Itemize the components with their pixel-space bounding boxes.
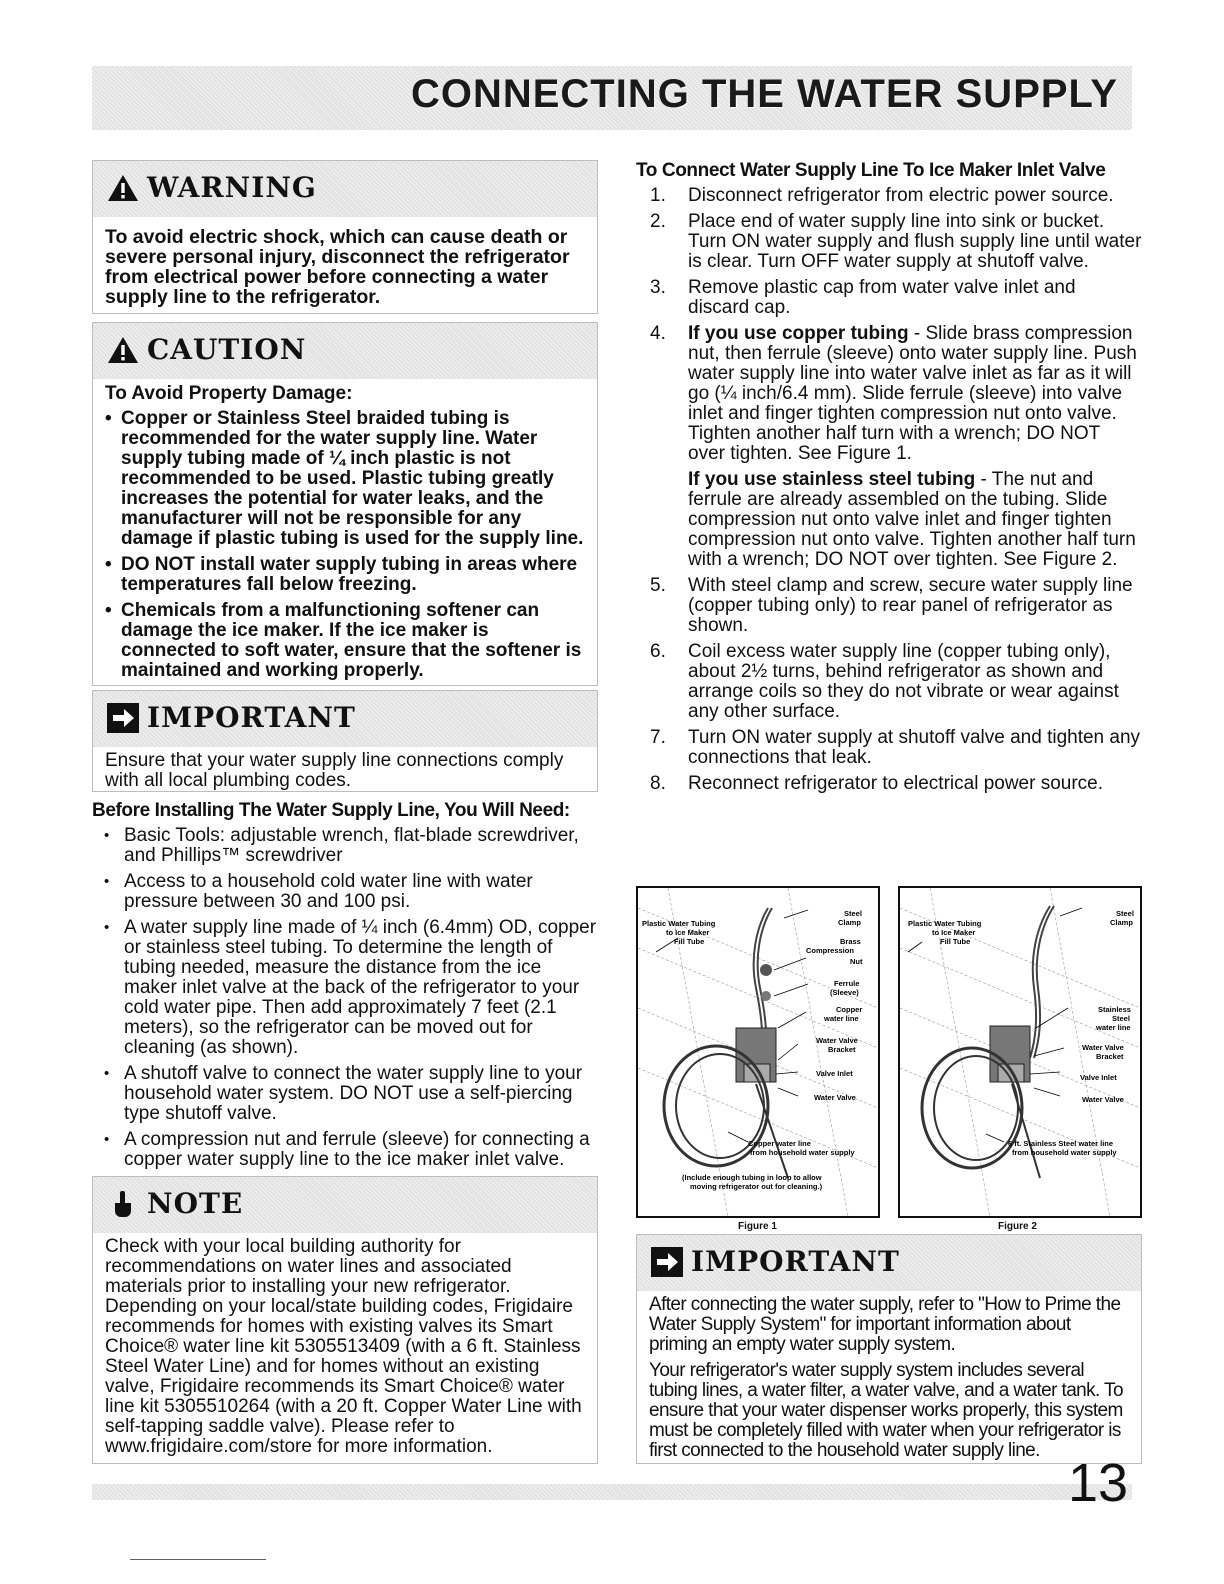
fig2-label: Valve Inlet bbox=[1080, 1073, 1117, 1082]
fig2-label: Steel bbox=[1116, 909, 1134, 918]
fig1-label: Copper water line bbox=[748, 1139, 811, 1148]
fig1-label: Steel bbox=[844, 909, 862, 918]
figure-1-diagram bbox=[638, 888, 878, 1216]
caution-item: • Copper or Stainless Steel braided tubing is recommended for the water supply line. Water supply tubing made of ¼ inch plastic is not recommended to be used. Plastic tubing greatly increases the potential for water leaks, and the manufacturer will not be responsible for any damage if plastic tubing is used for the supply line. bbox=[105, 409, 585, 549]
fig1-label: Valve Inlet bbox=[816, 1069, 853, 1078]
fig2-label: Water Valve bbox=[1082, 1095, 1124, 1104]
important-header bbox=[637, 1235, 1141, 1291]
step-item: 4. If you use copper tubing - Slide brass compression nut, then ferrule (sleeve) onto water supply line. Push water supply line into water valve inlet as far as it will go (¼ inch/6.4 mm). Slide ferrule (sleeve) into valve inlet and finger tighten compression nut onto valve. Tighten another half turn with a wrench; DO NOT over tighten. See Figure 1. If you use stainless steel tubing - The nut and ferrule are already assembled on the tubing. Slide compression nut onto valve inlet and finger tighten compression nut onto valve. Tighten another half turn with a wrench; DO NOT over tighten. See Figure 2. bbox=[650, 323, 1137, 570]
fig2-label: 6 ft. Stainless Steel water line bbox=[1008, 1139, 1114, 1148]
fig1-label: Compression bbox=[806, 946, 854, 955]
fig2-label: from household water supply bbox=[1012, 1148, 1117, 1157]
fig1-label: from household water supply bbox=[750, 1148, 855, 1157]
fig1-label: Water Valve bbox=[816, 1036, 858, 1045]
fig2-label: Plastic Water Tubing bbox=[908, 919, 982, 928]
step-item: 8. Reconnect refrigerator to electrical power source. bbox=[650, 773, 1104, 794]
warning-header bbox=[93, 161, 597, 217]
fig1-label: Fill Tube bbox=[674, 937, 705, 946]
caution-box bbox=[92, 322, 598, 686]
caution-triangle-icon bbox=[107, 335, 139, 365]
fig1-label: Plastic Water Tubing bbox=[642, 919, 716, 928]
divider bbox=[130, 1559, 266, 1560]
before-heading: Before Installing The Water Supply Line, You Will Need: bbox=[92, 800, 570, 821]
tools-list bbox=[92, 826, 598, 1170]
fig1-label: Ferrule bbox=[834, 979, 860, 988]
figure-1-caption: Figure 1 bbox=[738, 1221, 777, 1232]
page-title: CONNECTING THE WATER SUPPLY bbox=[410, 72, 1118, 116]
fig1-label: (Sleeve) bbox=[830, 988, 859, 997]
note-box bbox=[92, 1176, 598, 1464]
fig1-label: Clamp bbox=[838, 918, 861, 927]
fig2-label: Clamp bbox=[1110, 918, 1133, 927]
important-text: After connecting the water supply, refer to "How to Prime the Water Supply System" for important information about priming an empty water supply system. bbox=[649, 1294, 1121, 1355]
connect-heading: To Connect Water Supply Line To Ice Maker Inlet Valve bbox=[636, 160, 1106, 181]
step-item: 5. With steel clamp and screw, secure water supply line (copper tubing only) to rear panel of refrigerator as shown. bbox=[650, 575, 1133, 636]
important-label: IMPORTANT bbox=[147, 701, 356, 734]
list-item: • Access to a household cold water line with water pressure between 30 and 100 psi. bbox=[92, 872, 598, 912]
list-item: • A shutoff valve to connect the water supply line to your household water system. DO NOT use a self-piercing type shutoff valve. bbox=[92, 1064, 598, 1124]
fig1-label: Bracket bbox=[828, 1045, 856, 1054]
important-text: Ensure that your water supply line connections comply with all local plumbing codes. bbox=[105, 750, 564, 791]
caution-header bbox=[93, 323, 597, 379]
fig1-label: Copper bbox=[836, 1005, 863, 1014]
fig1-label: Nut bbox=[850, 957, 863, 966]
figure-2-diagram bbox=[900, 888, 1140, 1216]
caution-heading: To Avoid Property Damage: bbox=[105, 383, 353, 404]
important-box bbox=[636, 1234, 1142, 1464]
fig2-label: Water Valve bbox=[1082, 1043, 1124, 1052]
figure-2-caption: Figure 2 bbox=[998, 1221, 1037, 1232]
page-number: 13 bbox=[1068, 1453, 1129, 1513]
list-item: • A water supply line made of ¼ inch (6.4mm) OD, copper or stainless steel tubing. To determine the length of tubing needed, measure the distance from the ice maker inlet valve at the back of the refrigerator to your cold water pipe. Then add approximately 7 feet (2.1 meters), so the refrigerator can be moved out for cleaning (as shown). bbox=[92, 918, 598, 1058]
list-item: • A compression nut and ferrule (sleeve) for connecting a copper water supply line to the ice maker inlet valve. bbox=[92, 1130, 598, 1170]
caution-item: • DO NOT install water supply tubing in areas where temperatures fall below freezing. bbox=[105, 555, 585, 595]
fig2-label: to Ice Maker bbox=[932, 928, 976, 937]
fig1-label: (Include enough tubing in loop to allow bbox=[682, 1173, 822, 1182]
list-item: • Basic Tools: adjustable wrench, flat-blade screwdriver, and Phillips™ screwdriver bbox=[92, 826, 598, 866]
fig1-label: Brass bbox=[840, 937, 861, 946]
important-box bbox=[92, 690, 598, 792]
page-banner bbox=[92, 66, 1132, 130]
arrow-right-icon bbox=[107, 703, 139, 733]
caution-list bbox=[105, 409, 585, 681]
warning-triangle-icon bbox=[107, 173, 139, 203]
important-header bbox=[93, 691, 597, 747]
fig2-label: Stainless bbox=[1098, 1005, 1131, 1014]
steps-list bbox=[636, 186, 1142, 794]
footer-bar bbox=[92, 1484, 1132, 1500]
warning-label: WARNING bbox=[147, 171, 317, 204]
pointing-hand-icon bbox=[107, 1189, 139, 1219]
note-header bbox=[93, 1177, 597, 1233]
note-label: NOTE bbox=[147, 1187, 244, 1220]
fig2-label: Fill Tube bbox=[940, 937, 971, 946]
caution-label: CAUTION bbox=[147, 333, 307, 366]
fig1-label: to Ice Maker bbox=[666, 928, 710, 937]
important-text: Your refrigerator's water supply system includes several tubing lines, a water filter, a water valve, and a water tank. To ensure that your water dispenser works properly, this system must be completely filled with water when your refrigerator is first connected to the household water supply line. bbox=[649, 1360, 1123, 1461]
fig1-label: moving refrigerator out for cleaning.) bbox=[690, 1182, 823, 1191]
step-item: 6. Coil excess water supply line (copper tubing only), about 2½ turns, behind refrigerator as shown and arrange coils so they do not vibrate or wear against any other surface. bbox=[650, 641, 1119, 722]
figure-1 bbox=[636, 886, 880, 1218]
fig2-label: Bracket bbox=[1096, 1052, 1124, 1061]
note-text: Check with your local building authority for recommendations on water lines and associated materials prior to installing your new refrigerator. Depending on your local/state building codes, Frigidaire recommends for homes with existing valves its Smart Choice® water line kit 5305513409 (with a 6 ft. Stainless Steel Water Line) and for homes without an existing valve, Frigidaire recommends its Smart Choice® water line kit 5305510264 (with a 20 ft. Copper Water Line with self-tapping saddle valve). Please refer to www.frigidaire.com/store for more information. bbox=[105, 1236, 582, 1457]
step-item: 7. Turn ON water supply at shutoff valve and tighten any connections that leak. bbox=[650, 727, 1141, 768]
step-item: 2. Place end of water supply line into sink or bucket. Turn ON water supply and flush supply line until water is clear. Turn OFF water supply at shutoff valve. bbox=[650, 211, 1142, 272]
caution-item: • Chemicals from a malfunctioning softener can damage the ice maker. If the ice maker is connected to soft water, ensure that the softener is maintained and working properly. bbox=[105, 601, 585, 681]
warning-text: To avoid electric shock, which can cause death or severe personal injury, disconnect the refrigerator from electrical power before connecting a water supply line to the refrigerator. bbox=[105, 226, 570, 308]
fig1-label: water line bbox=[824, 1014, 859, 1023]
step-item: 1. Disconnect refrigerator from electric power source. bbox=[650, 185, 1114, 206]
step-item: 3. Remove plastic cap from water valve inlet and discard cap. bbox=[650, 277, 1076, 318]
figure-2 bbox=[898, 886, 1142, 1218]
warning-box bbox=[92, 160, 598, 314]
arrow-right-icon bbox=[651, 1247, 683, 1277]
fig1-label: Water Valve bbox=[814, 1093, 856, 1102]
fig2-label: Steel bbox=[1112, 1014, 1130, 1023]
fig2-label: water line bbox=[1096, 1023, 1131, 1032]
important-label: IMPORTANT bbox=[691, 1245, 900, 1278]
